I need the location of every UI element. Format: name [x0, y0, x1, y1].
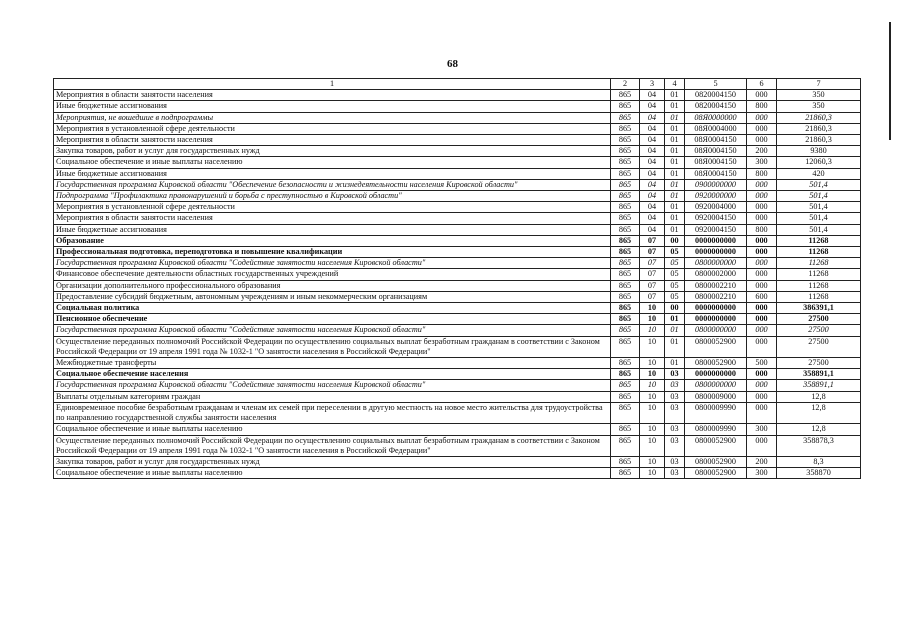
amount-cell: 12,8 [777, 402, 861, 423]
row-name-cell: Социальная политика [54, 303, 611, 314]
section-code-cell: 04 [640, 202, 665, 213]
subsection-code-cell: 01 [665, 213, 685, 224]
ministry-code-cell: 865 [611, 258, 640, 269]
amount-cell: 9380 [777, 146, 861, 157]
table-row [54, 456, 861, 467]
target-article-cell: 0920000000 [685, 191, 747, 202]
subsection-code-cell: 01 [665, 314, 685, 325]
amount-cell: 27500 [777, 314, 861, 325]
subsection-code-cell: 01 [665, 123, 685, 134]
target-article-cell: 0800009990 [685, 402, 747, 423]
section-code-cell: 07 [640, 235, 665, 246]
header-col-7: 7 [777, 79, 861, 90]
table-row [54, 112, 861, 123]
table-row [54, 424, 861, 435]
row-name-cell: Межбюджетные трансферты [54, 358, 611, 369]
amount-cell: 501,4 [777, 179, 861, 190]
ministry-code-cell: 865 [611, 157, 640, 168]
ministry-code-cell: 865 [611, 247, 640, 258]
row-name-cell: Социальное обеспечение населения [54, 369, 611, 380]
expense-type-cell: 300 [747, 424, 777, 435]
expense-type-cell: 000 [747, 303, 777, 314]
section-code-cell: 07 [640, 291, 665, 302]
section-code-cell: 07 [640, 258, 665, 269]
target-article-cell: 0000000000 [685, 303, 747, 314]
header-col-1: 1 [54, 79, 611, 90]
section-code-cell: 10 [640, 325, 665, 336]
amount-cell: 386391,1 [777, 303, 861, 314]
subsection-code-cell: 01 [665, 112, 685, 123]
target-article-cell: 0000000000 [685, 235, 747, 246]
row-name-cell: Иные бюджетные ассигнования [54, 101, 611, 112]
amount-cell: 501,4 [777, 213, 861, 224]
ministry-code-cell: 865 [611, 291, 640, 302]
row-name-cell: Социальное обеспечение и иные выплаты населению [54, 468, 611, 479]
ministry-code-cell: 865 [611, 402, 640, 423]
ministry-code-cell: 865 [611, 224, 640, 235]
ministry-code-cell: 865 [611, 213, 640, 224]
header-col-4: 4 [665, 79, 685, 90]
table-row [54, 258, 861, 269]
section-code-cell: 10 [640, 380, 665, 391]
expense-type-cell: 200 [747, 456, 777, 467]
amount-cell: 11268 [777, 247, 861, 258]
section-code-cell: 07 [640, 280, 665, 291]
section-code-cell: 10 [640, 424, 665, 435]
amount-cell: 27500 [777, 325, 861, 336]
section-code-cell: 10 [640, 402, 665, 423]
row-name-cell: Организации дополнительного профессионального образования [54, 280, 611, 291]
target-article-cell: 0800052900 [685, 358, 747, 369]
row-name-cell: Подпрограмма "Профилактика правонарушений и борьба с преступностью в Кировской области" [54, 191, 611, 202]
subsection-code-cell: 03 [665, 435, 685, 456]
table-row [54, 191, 861, 202]
expense-type-cell: 300 [747, 468, 777, 479]
ministry-code-cell: 865 [611, 435, 640, 456]
budget-table [53, 78, 861, 479]
target-article-cell: 08Я0000000 [685, 112, 747, 123]
subsection-code-cell: 03 [665, 456, 685, 467]
target-article-cell: 08Я0004150 [685, 135, 747, 146]
amount-cell: 358878,3 [777, 435, 861, 456]
section-code-cell: 10 [640, 336, 665, 357]
row-name-cell: Мероприятия в области занятости населения [54, 213, 611, 224]
amount-cell: 11268 [777, 280, 861, 291]
table-row [54, 402, 861, 423]
row-name-cell: Иные бюджетные ассигнования [54, 168, 611, 179]
amount-cell: 350 [777, 101, 861, 112]
section-code-cell: 04 [640, 224, 665, 235]
target-article-cell: 0800009000 [685, 391, 747, 402]
table-row [54, 247, 861, 258]
header-col-3: 3 [640, 79, 665, 90]
header-col-5: 5 [685, 79, 747, 90]
ministry-code-cell: 865 [611, 202, 640, 213]
section-code-cell: 04 [640, 135, 665, 146]
subsection-code-cell: 05 [665, 269, 685, 280]
table-row [54, 303, 861, 314]
expense-type-cell: 000 [747, 191, 777, 202]
subsection-code-cell: 05 [665, 291, 685, 302]
target-article-cell: 0800002210 [685, 280, 747, 291]
ministry-code-cell: 865 [611, 424, 640, 435]
target-article-cell: 0000000000 [685, 247, 747, 258]
table-row [54, 380, 861, 391]
section-code-cell: 04 [640, 168, 665, 179]
amount-cell: 11268 [777, 291, 861, 302]
expense-type-cell: 200 [747, 146, 777, 157]
ministry-code-cell: 865 [611, 135, 640, 146]
header-col-2: 2 [611, 79, 640, 90]
target-article-cell: 08Я0004000 [685, 123, 747, 134]
table-row [54, 435, 861, 456]
table-row [54, 336, 861, 357]
ministry-code-cell: 865 [611, 191, 640, 202]
amount-cell: 11268 [777, 269, 861, 280]
target-article-cell: 0900000000 [685, 179, 747, 190]
table-row [54, 358, 861, 369]
target-article-cell: 0800000000 [685, 325, 747, 336]
table-row [54, 369, 861, 380]
expense-type-cell: 000 [747, 135, 777, 146]
expense-type-cell: 000 [747, 213, 777, 224]
expense-type-cell: 000 [747, 336, 777, 357]
row-name-cell: Социальное обеспечение и иные выплаты населению [54, 424, 611, 435]
table-row [54, 325, 861, 336]
expense-type-cell: 000 [747, 235, 777, 246]
ministry-code-cell: 865 [611, 280, 640, 291]
table-header-row [54, 79, 861, 90]
row-name-cell: Мероприятия в области занятости населения [54, 90, 611, 101]
ministry-code-cell: 865 [611, 456, 640, 467]
row-name-cell: Мероприятия, не вошедшие в подпрограммы [54, 112, 611, 123]
section-code-cell: 04 [640, 90, 665, 101]
ministry-code-cell: 865 [611, 391, 640, 402]
expense-type-cell: 800 [747, 168, 777, 179]
row-name-cell: Государственная программа Кировской области "Содействие занятости населения Кировской области" [54, 325, 611, 336]
row-name-cell: Мероприятия в установленной сфере деятельности [54, 202, 611, 213]
table-row [54, 468, 861, 479]
section-code-cell: 10 [640, 303, 665, 314]
amount-cell: 21860,3 [777, 135, 861, 146]
ministry-code-cell: 865 [611, 179, 640, 190]
table-row [54, 224, 861, 235]
row-name-cell: Осуществление переданных полномочий Российской Федерации по осуществлению социальных выплат безработным гражданам в соответствии с Законом Российской Федерации от 19 апреля 1991 года № 1032-1 "О занятости населения в Российской Федерации" [54, 336, 611, 357]
subsection-code-cell: 03 [665, 402, 685, 423]
target-article-cell: 0000000000 [685, 314, 747, 325]
table-row [54, 314, 861, 325]
amount-cell: 358891,1 [777, 369, 861, 380]
target-article-cell: 0820004150 [685, 101, 747, 112]
table-row [54, 101, 861, 112]
section-code-cell: 10 [640, 468, 665, 479]
table-row [54, 123, 861, 134]
ministry-code-cell: 865 [611, 112, 640, 123]
expense-type-cell: 000 [747, 280, 777, 291]
section-code-cell: 10 [640, 314, 665, 325]
section-code-cell: 10 [640, 391, 665, 402]
row-name-cell: Мероприятия в установленной сфере деятельности [54, 123, 611, 134]
section-code-cell: 10 [640, 456, 665, 467]
subsection-code-cell: 01 [665, 146, 685, 157]
ministry-code-cell: 865 [611, 269, 640, 280]
subsection-code-cell: 01 [665, 101, 685, 112]
section-code-cell: 04 [640, 101, 665, 112]
subsection-code-cell: 01 [665, 135, 685, 146]
row-name-cell: Государственная программа Кировской области "Обеспечение безопасности и жизнедеятельности населения Кировской области" [54, 179, 611, 190]
amount-cell: 27500 [777, 336, 861, 357]
ministry-code-cell: 865 [611, 336, 640, 357]
amount-cell: 21860,3 [777, 123, 861, 134]
section-code-cell: 04 [640, 123, 665, 134]
row-name-cell: Профессиональная подготовка, переподготовка и повышение квалификации [54, 247, 611, 258]
subsection-code-cell: 01 [665, 90, 685, 101]
section-code-cell: 10 [640, 358, 665, 369]
subsection-code-cell: 03 [665, 380, 685, 391]
target-article-cell: 0800000000 [685, 380, 747, 391]
subsection-code-cell: 03 [665, 424, 685, 435]
target-article-cell: 0820004150 [685, 90, 747, 101]
target-article-cell: 08Я0004150 [685, 157, 747, 168]
table-row [54, 391, 861, 402]
expense-type-cell: 000 [747, 123, 777, 134]
target-article-cell: 0800002210 [685, 291, 747, 302]
row-name-cell: Образование [54, 235, 611, 246]
subsection-code-cell: 01 [665, 179, 685, 190]
subsection-code-cell: 05 [665, 280, 685, 291]
expense-type-cell: 600 [747, 291, 777, 302]
ministry-code-cell: 865 [611, 380, 640, 391]
section-code-cell: 04 [640, 112, 665, 123]
ministry-code-cell: 865 [611, 90, 640, 101]
scan-edge-line [889, 22, 891, 140]
target-article-cell: 0800052900 [685, 468, 747, 479]
row-name-cell: Финансовое обеспечение деятельности областных государственных учреждений [54, 269, 611, 280]
expense-type-cell: 000 [747, 258, 777, 269]
row-name-cell: Закупка товаров, работ и услуг для государственных нужд [54, 146, 611, 157]
amount-cell: 12,8 [777, 391, 861, 402]
expense-type-cell: 000 [747, 325, 777, 336]
table-row [54, 213, 861, 224]
ministry-code-cell: 865 [611, 369, 640, 380]
expense-type-cell: 000 [747, 269, 777, 280]
target-article-cell: 08Я0004150 [685, 168, 747, 179]
amount-cell: 11268 [777, 235, 861, 246]
table-row [54, 269, 861, 280]
row-name-cell: Закупка товаров, работ и услуг для государственных нужд [54, 456, 611, 467]
expense-type-cell: 000 [747, 380, 777, 391]
ministry-code-cell: 865 [611, 101, 640, 112]
expense-type-cell: 000 [747, 247, 777, 258]
expense-type-cell: 000 [747, 179, 777, 190]
ministry-code-cell: 865 [611, 168, 640, 179]
table-row [54, 168, 861, 179]
amount-cell: 420 [777, 168, 861, 179]
subsection-code-cell: 01 [665, 168, 685, 179]
subsection-code-cell: 01 [665, 224, 685, 235]
table-row [54, 202, 861, 213]
section-code-cell: 04 [640, 146, 665, 157]
row-name-cell: Мероприятия в области занятости населения [54, 135, 611, 146]
ministry-code-cell: 865 [611, 325, 640, 336]
target-article-cell: 0800000000 [685, 258, 747, 269]
subsection-code-cell: 01 [665, 325, 685, 336]
amount-cell: 350 [777, 90, 861, 101]
amount-cell: 501,4 [777, 191, 861, 202]
subsection-code-cell: 01 [665, 358, 685, 369]
table-row [54, 291, 861, 302]
section-code-cell: 04 [640, 157, 665, 168]
amount-cell: 8,3 [777, 456, 861, 467]
section-code-cell: 07 [640, 247, 665, 258]
ministry-code-cell: 865 [611, 468, 640, 479]
table-row [54, 146, 861, 157]
target-article-cell: 0800009990 [685, 424, 747, 435]
expense-type-cell: 800 [747, 101, 777, 112]
expense-type-cell: 500 [747, 358, 777, 369]
amount-cell: 501,4 [777, 202, 861, 213]
row-name-cell: Осуществление переданных полномочий Российской Федерации по осуществлению социальных выплат безработным гражданам в соответствии с Законом Российской Федерации от 19 апреля 1991 года № 1032-1 "О занятости населения в Российской Федерации" [54, 435, 611, 456]
target-article-cell: 08Я0004150 [685, 146, 747, 157]
subsection-code-cell: 01 [665, 336, 685, 357]
row-name-cell: Государственная программа Кировской области "Содействие занятости населения Кировской области" [54, 380, 611, 391]
ministry-code-cell: 865 [611, 235, 640, 246]
ministry-code-cell: 865 [611, 314, 640, 325]
expense-type-cell: 000 [747, 90, 777, 101]
section-code-cell: 10 [640, 369, 665, 380]
table-row [54, 157, 861, 168]
row-name-cell: Пенсионное обеспечение [54, 314, 611, 325]
amount-cell: 12060,3 [777, 157, 861, 168]
subsection-code-cell: 00 [665, 235, 685, 246]
header-col-6: 6 [747, 79, 777, 90]
expense-type-cell: 000 [747, 314, 777, 325]
expense-type-cell: 000 [747, 369, 777, 380]
amount-cell: 501,4 [777, 224, 861, 235]
table-row [54, 280, 861, 291]
subsection-code-cell: 03 [665, 391, 685, 402]
target-article-cell: 0920004000 [685, 202, 747, 213]
target-article-cell: 0800002000 [685, 269, 747, 280]
page-number: 68 [447, 58, 458, 70]
amount-cell: 12,8 [777, 424, 861, 435]
table-row [54, 135, 861, 146]
section-code-cell: 04 [640, 191, 665, 202]
row-name-cell: Государственная программа Кировской области "Содействие занятости населения Кировской области" [54, 258, 611, 269]
ministry-code-cell: 865 [611, 123, 640, 134]
subsection-code-cell: 01 [665, 191, 685, 202]
section-code-cell: 04 [640, 213, 665, 224]
subsection-code-cell: 03 [665, 468, 685, 479]
expense-type-cell: 800 [747, 224, 777, 235]
amount-cell: 27500 [777, 358, 861, 369]
subsection-code-cell: 01 [665, 157, 685, 168]
expense-type-cell: 000 [747, 435, 777, 456]
section-code-cell: 04 [640, 179, 665, 190]
section-code-cell: 10 [640, 435, 665, 456]
subsection-code-cell: 00 [665, 303, 685, 314]
row-name-cell: Социальное обеспечение и иные выплаты населению [54, 157, 611, 168]
table-row [54, 179, 861, 190]
ministry-code-cell: 865 [611, 358, 640, 369]
row-name-cell: Единовременное пособие безработным гражданам и членам их семей при переселении в другую местность на новое место жительства для трудоустройства по направлению государственной службы занятости населения [54, 402, 611, 423]
target-article-cell: 0920004150 [685, 213, 747, 224]
expense-type-cell: 300 [747, 157, 777, 168]
amount-cell: 21860,3 [777, 112, 861, 123]
expense-type-cell: 000 [747, 202, 777, 213]
row-name-cell: Предоставление субсидий бюджетным, автономным учреждениям и иным некоммерческим организациям [54, 291, 611, 302]
expense-type-cell: 000 [747, 402, 777, 423]
section-code-cell: 07 [640, 269, 665, 280]
target-article-cell: 0920004150 [685, 224, 747, 235]
expense-type-cell: 000 [747, 112, 777, 123]
ministry-code-cell: 865 [611, 303, 640, 314]
target-article-cell: 0800052900 [685, 336, 747, 357]
row-name-cell: Иные бюджетные ассигнования [54, 224, 611, 235]
row-name-cell: Выплаты отдельным категориям граждан [54, 391, 611, 402]
target-article-cell: 0800052900 [685, 435, 747, 456]
table-row [54, 90, 861, 101]
target-article-cell: 0800052900 [685, 456, 747, 467]
subsection-code-cell: 01 [665, 202, 685, 213]
subsection-code-cell: 03 [665, 369, 685, 380]
ministry-code-cell: 865 [611, 146, 640, 157]
amount-cell: 11268 [777, 258, 861, 269]
amount-cell: 358870 [777, 468, 861, 479]
expense-type-cell: 000 [747, 391, 777, 402]
amount-cell: 358891,1 [777, 380, 861, 391]
subsection-code-cell: 05 [665, 258, 685, 269]
subsection-code-cell: 05 [665, 247, 685, 258]
target-article-cell: 0000000000 [685, 369, 747, 380]
table-row [54, 235, 861, 246]
